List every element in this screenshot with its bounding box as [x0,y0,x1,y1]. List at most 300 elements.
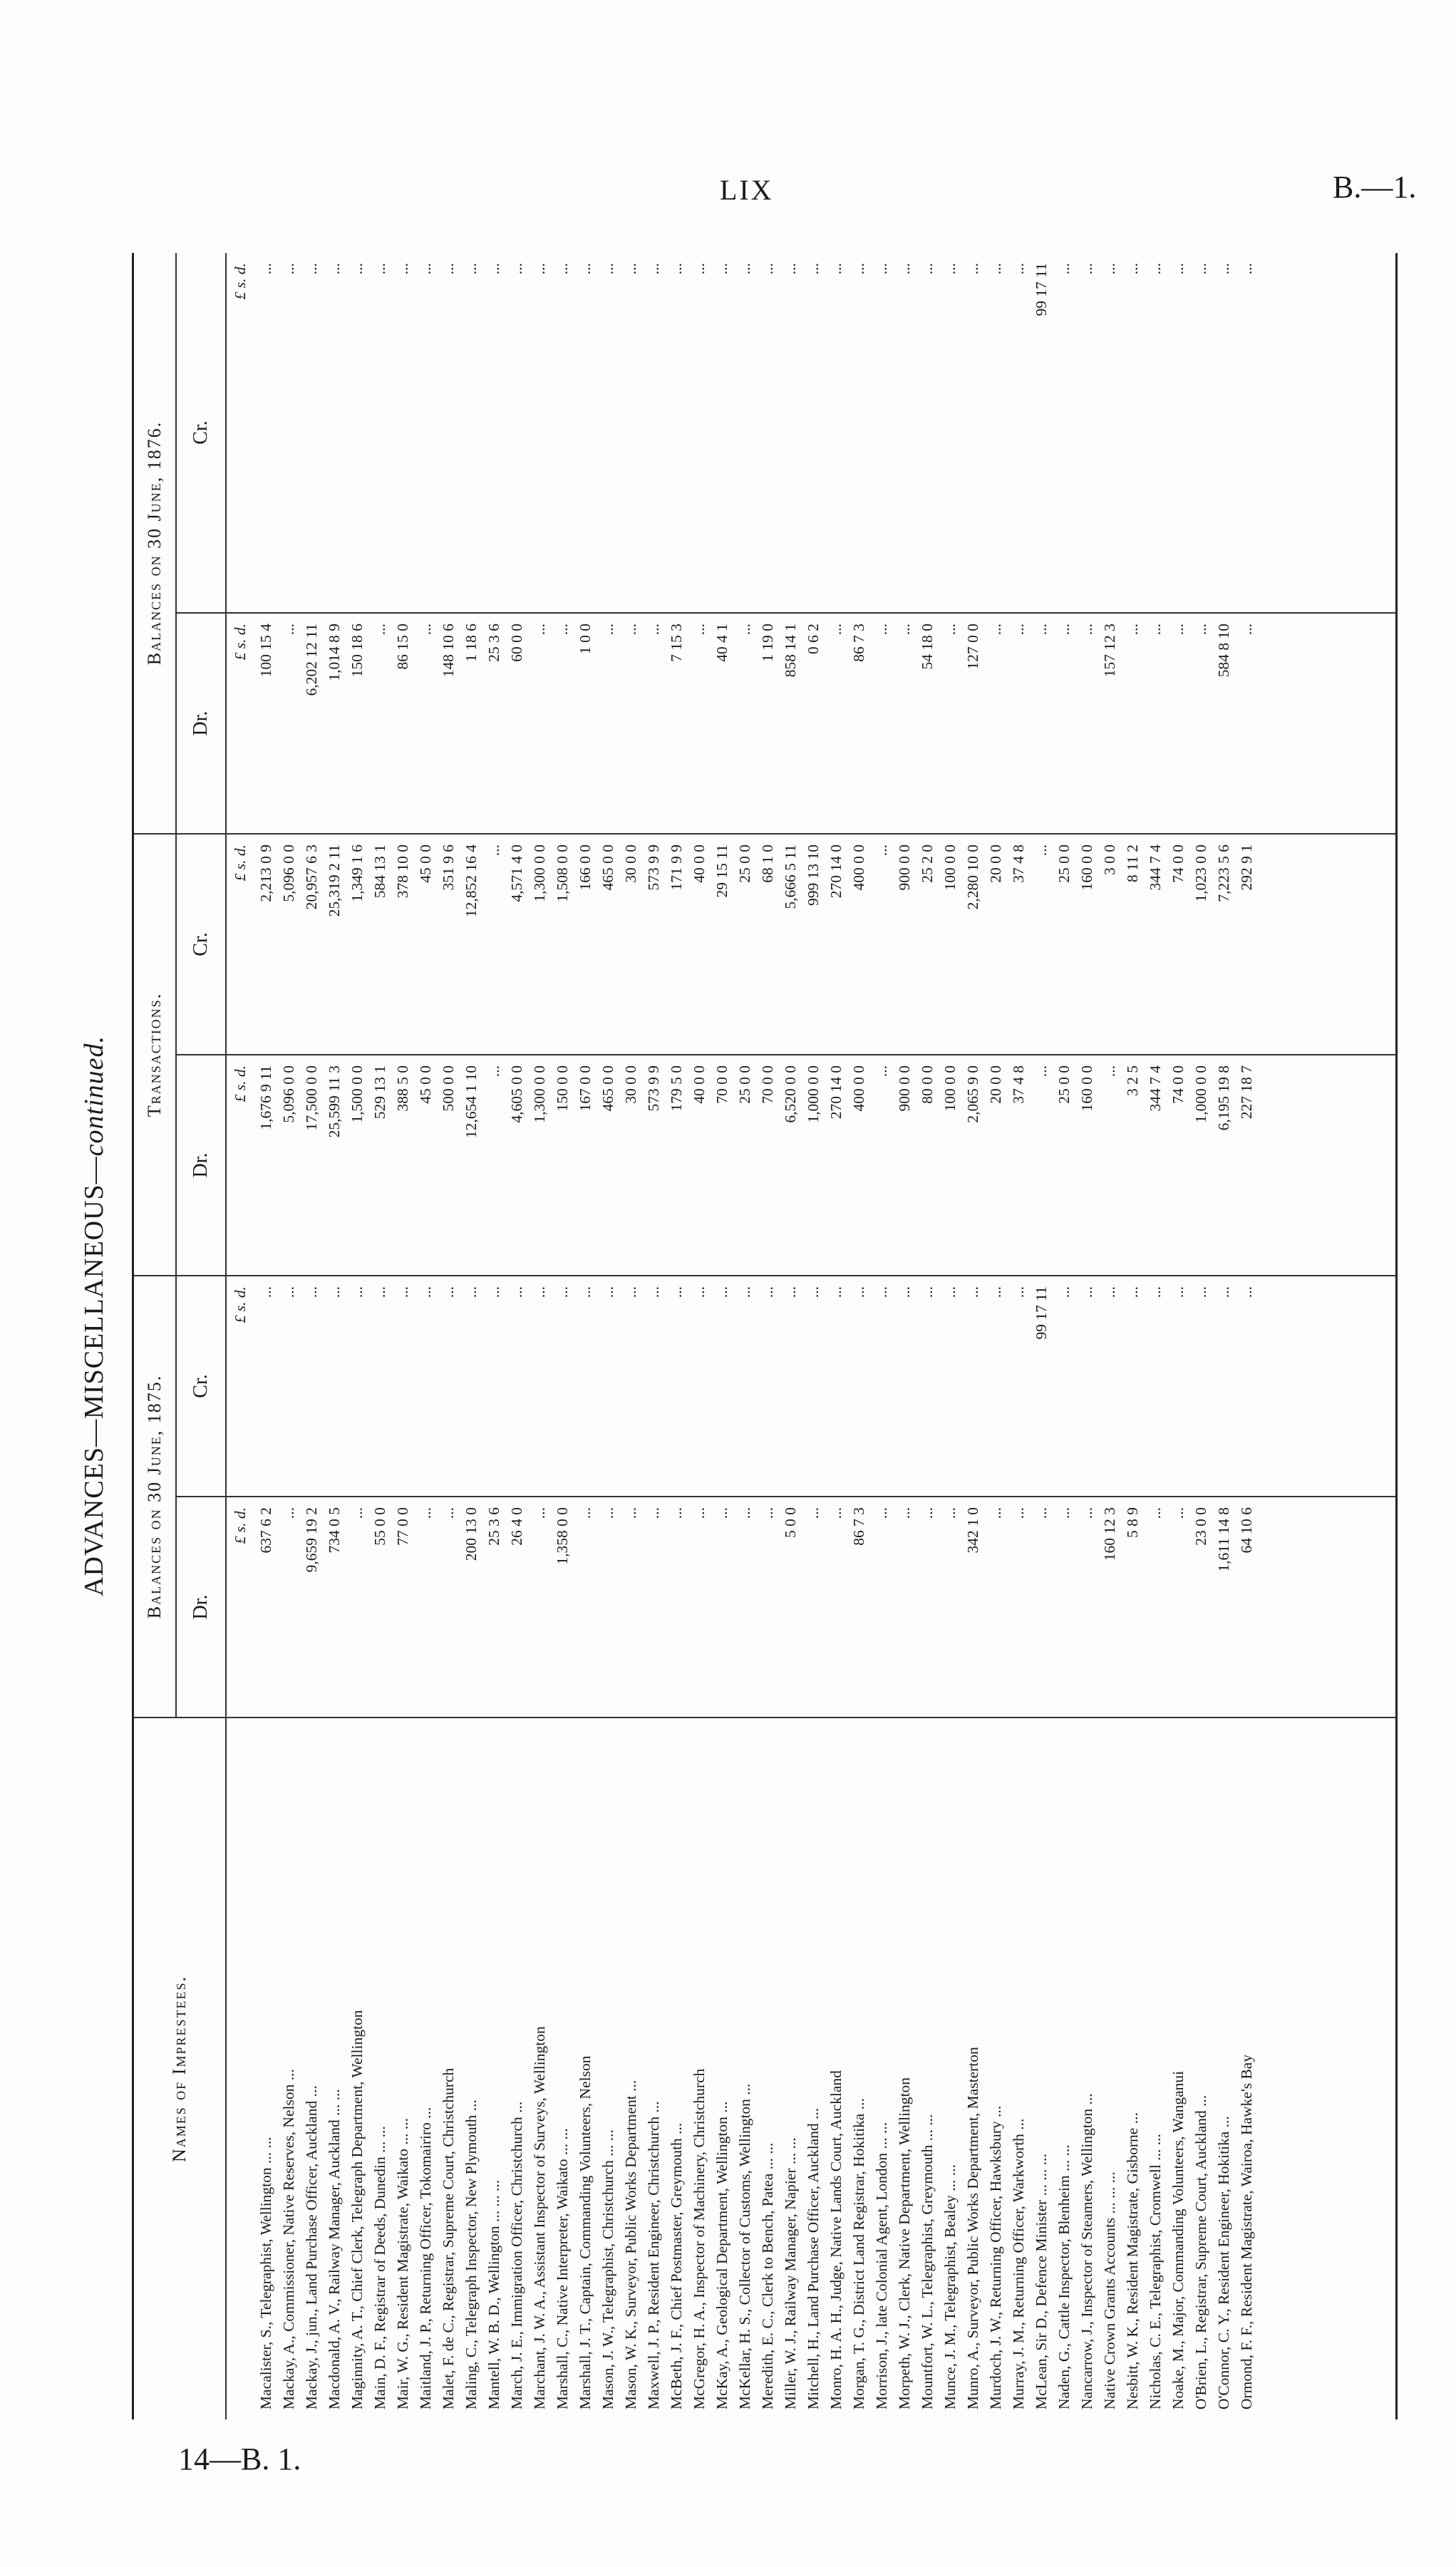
balance-1875-cr: ... [939,1276,962,1497]
balance-1876-dr: 6,202 12 11 [301,613,324,834]
balance-1875-cr: ... [438,1276,460,1497]
balance-1875-cr: ... [460,1276,483,1497]
balance-1875-dr: 5 0 0 [780,1497,802,1718]
balance-1876-cr: ... [1170,263,1187,275]
balance-1875-dr: 637 6 2 [255,1497,278,1718]
balance-1875-dr: 55 0 0 [369,1497,392,1718]
imprestee-name: Miller, W. J., Railway Manager, Napier ... ... [780,1718,802,2419]
table-row [1122,253,1145,2419]
balance-1875-cr: ... [324,1276,346,1497]
balance-1875-dr: ... [666,1497,688,1718]
balance-1876-cr: ... [371,263,389,275]
balance-1876-cr: ... [417,263,435,275]
balance-1875-dr: ... [1031,1497,1053,1718]
balance-1875-dr: ... [1167,1497,1190,1718]
balance-1875-dr: 77 0 0 [392,1497,415,1718]
header-transactions: Transactions. [134,834,176,1276]
balance-1876-dr: 1,014 8 9 [324,613,346,834]
table-row [506,253,529,2419]
transactions-cr: 344 7 4 [1145,834,1167,1055]
balance-1876-cr: ... [987,263,1005,275]
table-row [1053,253,1076,2419]
transactions-cr: 1,300 0 0 [529,834,552,1055]
transactions-cr: 100 0 0 [939,834,962,1055]
header-balances-1876: Balances on 30 June, 1876. [134,253,176,834]
balance-1875-cr: ... [369,1276,392,1497]
transactions-dr: 70 0 0 [757,1055,780,1276]
transactions-dr: 100 0 0 [939,1055,962,1276]
transactions-cr: 3 0 0 [1099,834,1122,1055]
balance-1875-dr: ... [917,1497,939,1718]
balance-1875-dr: ... [620,1497,643,1718]
transactions-dr: 25,599 11 3 [324,1055,346,1276]
transactions-dr: 25 0 0 [734,1055,757,1276]
document-code: B.—1. [1333,170,1417,205]
unit-label: £ s. d. [226,1497,255,1718]
table-row [1213,253,1236,2419]
imprestee-name: Macalister, S., Telegraphist, Wellington ... ... [255,1718,278,2419]
transactions-dr: ... [483,1055,506,1276]
table-filler-cell [1259,1055,1395,1276]
imprestee-name: Maginnity, A. T., Chief Clerk, Telegraph Department, Wellington [346,1718,369,2419]
balance-1875-cr: ... [1167,1276,1190,1497]
balance-1876-dr: ... [985,613,1008,834]
transactions-cr: 4,571 4 0 [506,834,529,1055]
balance-1875-dr: 200 13 0 [460,1497,483,1718]
balance-1875-cr: ... [1145,1276,1167,1497]
balance-1876-dr: 157 12 3 [1099,613,1122,834]
balance-1876-dr: ... [1145,613,1167,834]
table-filler-cell [1259,1276,1395,1497]
table-row [643,253,666,2419]
balance-1876-cr: ... [394,263,412,275]
balance-1875-dr: ... [802,1497,825,1718]
balance-1875-dr: ... [597,1497,620,1718]
balance-1876-dr: ... [597,613,620,834]
balance-1876-dr: 60 0 0 [506,613,529,834]
transactions-cr: 29 15 11 [711,834,734,1055]
transactions-cr: ... [871,834,894,1055]
balance-1876-cr: ... [713,263,731,275]
table-row [711,253,734,2419]
imprestee-name: McGregor, H. A., Inspector of Machinery, Christchurch [688,1718,711,2419]
unit-label: £ s. d. [226,834,255,1055]
table-row [848,253,871,2419]
ledger-body [226,253,1395,2419]
header-dr: Dr. [176,613,226,834]
balance-1876-cr: ... [508,263,526,275]
table-row [392,253,415,2419]
transactions-dr: 1,500 0 0 [346,1055,369,1276]
table-row [346,253,369,2419]
imprestee-name: Nicholas, C. E., Telegraphist, Cromwell ... ... [1145,1718,1167,2419]
transactions-dr: 20 0 0 [985,1055,1008,1276]
balance-1875-dr: 23 0 0 [1190,1497,1213,1718]
transactions-cr: 166 0 0 [574,834,597,1055]
header-names: Names of Imprestees. [134,1718,226,2419]
transactions-cr: 25 2 0 [917,834,939,1055]
balance-1875-dr: ... [574,1497,597,1718]
unit-label: £ s. d. [226,1055,255,1276]
imprestee-name: McBeth, J. F., Chief Postmaster, Greymouth ... [666,1718,688,2419]
balance-1876-dr: 86 7 3 [848,613,871,834]
balance-1875-cr: ... [757,1276,780,1497]
balance-1876-dr: ... [278,613,301,834]
header-cr: Cr. [176,834,226,1055]
table-row [1076,253,1099,2419]
balance-1876-dr: ... [529,613,552,834]
balance-1875-cr: ... [985,1276,1008,1497]
balance-1875-dr: ... [871,1497,894,1718]
transactions-dr: 1,000 0 0 [1190,1055,1213,1276]
balance-1875-cr: ... [1099,1276,1122,1497]
transactions-cr: 160 0 0 [1076,834,1099,1055]
transactions-dr: 150 0 0 [552,1055,574,1276]
imprestee-name: Mason, W. K., Surveyor, Public Works Department ... [620,1718,643,2419]
balance-1875-cr: ... [825,1276,848,1497]
balance-1875-dr: ... [1008,1497,1031,1718]
balance-1876-cr: ... [1101,263,1119,275]
transactions-dr: 4,605 0 0 [506,1055,529,1276]
balance-1876-cr: ... [440,263,458,275]
balance-1876-dr: ... [1122,613,1145,834]
balance-1875-cr: ... [483,1276,506,1497]
balance-1875-dr: ... [1145,1497,1167,1718]
transactions-dr: ... [1099,1055,1122,1276]
imprestee-name: Murdoch, J. W., Returning Officer, Hawksbury ... [985,1718,1008,2419]
balance-1875-cr: ... [848,1276,871,1497]
table-row [1099,253,1122,2419]
transactions-cr: 292 9 1 [1236,834,1259,1055]
imprestee-name: Nancarrow, J., Inspector of Steamers, Wellington ... [1076,1718,1099,2419]
transactions-cr: 45 0 0 [415,834,438,1055]
transactions-cr: 2,213 0 9 [255,834,278,1055]
transactions-dr: 12,654 1 10 [460,1055,483,1276]
balance-1876-cr: ... [280,263,298,275]
balance-1876-cr: ... [941,263,959,275]
balance-1876-cr: ... [257,263,275,275]
balance-1875-cr: ... [666,1276,688,1497]
transactions-cr: 573 9 9 [643,834,666,1055]
transactions-cr: 25 0 0 [1053,834,1076,1055]
table-row [529,253,552,2419]
table-row [939,253,962,2419]
imprestee-name: Meredith, E. C., Clerk to Bench, Patea ... ... [757,1718,780,2419]
transactions-dr: 1,676 9 11 [255,1055,278,1276]
transactions-cr: 8 11 2 [1122,834,1145,1055]
table-row [985,253,1008,2419]
balance-1876-cr: ... [485,263,503,275]
balance-1876-cr: ... [668,263,686,275]
transactions-cr: 900 0 0 [894,834,917,1055]
imprestee-name: Mackay, J., jun., Land Purchase Officer, Auckland ... [301,1718,324,2419]
imprestee-name: Macdonald, A. V., Railway Manager, Auckland ... ... [324,1718,346,2419]
table-row [1031,253,1053,2419]
balance-1876-cr: ... [622,263,640,275]
balance-1875-cr: ... [529,1276,552,1497]
balance-1875-dr: 1,611 14 8 [1213,1497,1236,1718]
unit-label: £ s. d. [226,1276,255,1497]
table-row [369,253,392,2419]
header-dr: Dr. [176,1055,226,1276]
balance-1876-dr: 1 19 0 [757,613,780,834]
transactions-dr: 167 0 0 [574,1055,597,1276]
balance-1875-dr: 26 4 0 [506,1497,529,1718]
balance-1876-dr: 40 4 1 [711,613,734,834]
balance-1875-dr: ... [825,1497,848,1718]
balance-1875-cr: ... [574,1276,597,1497]
balance-1876-cr: ... [348,263,366,275]
balance-1876-cr: ... [1192,263,1210,275]
table-row [460,253,483,2419]
balance-1875-cr: ... [962,1276,985,1497]
balance-1875-cr: ... [552,1276,574,1497]
balance-1876-dr: ... [1236,613,1259,834]
imprestee-name: McLean, Sir D., Defence Minister ... ... ... [1031,1718,1053,2419]
table-row [780,253,802,2419]
imprestee-name: Nesbitt, W. K., Resident Magistrate, Gisborne ... [1122,1718,1145,2419]
transactions-dr: 17,500 0 0 [301,1055,324,1276]
transactions-dr: 529 13 1 [369,1055,392,1276]
balance-1876-cr: ... [645,263,663,275]
balance-1876-dr: ... [415,613,438,834]
balance-1876-cr: 99 17 11 [1033,263,1050,316]
table-filler-cell [1259,613,1395,834]
imprestee-name: Marshall, J. T., Captain, Commanding Volunteers, Nelson [574,1718,597,2419]
balance-1875-dr: 9,659 19 2 [301,1497,324,1718]
table-row [894,253,917,2419]
table-row [620,253,643,2419]
table-row [825,253,848,2419]
balance-1876-dr: 148 10 6 [438,613,460,834]
balance-1876-cr: ... [805,263,822,275]
imprestee-name: Monro, H. A. H., Judge, Native Lands Court, Auckland [825,1718,848,2419]
transactions-dr: 388 5 0 [392,1055,415,1276]
balance-1876-dr: 25 3 6 [483,613,506,834]
header-cr: Cr. [176,253,226,613]
balance-1875-cr: ... [255,1276,278,1497]
table-row [802,253,825,2419]
transactions-dr: 400 0 0 [848,1055,871,1276]
balance-1875-dr: ... [894,1497,917,1718]
transactions-cr: 37 4 8 [1008,834,1031,1055]
imprestee-name: Morrison, J., late Colonial Agent, London ... ... [871,1718,894,2419]
transactions-cr: 584 13 1 [369,834,392,1055]
imprestee-name: Mountfort, W. L., Telegraphist, Greymouth ... ... [917,1718,939,2419]
balance-1875-dr: 160 12 3 [1099,1497,1122,1718]
balance-1875-cr: ... [802,1276,825,1497]
imprestee-name: Munro, A., Surveyor, Public Works Department, Masterton [962,1718,985,2419]
balance-1875-dr: ... [711,1497,734,1718]
table-row [324,253,346,2419]
table-row [1167,253,1190,2419]
transactions-cr: 171 9 9 [666,834,688,1055]
balance-1875-cr: ... [392,1276,415,1497]
imprestee-name: Marshall, C., Native Interpreter, Waikato ... ... [552,1718,574,2419]
balance-1876-dr: ... [734,613,757,834]
table-row [757,253,780,2419]
imprestee-name: Main, D. F., Registrar of Deeds, Dunedin ... ... [369,1718,392,2419]
table-row [1008,253,1031,2419]
balance-1876-cr: ... [599,263,617,275]
balance-1875-dr: ... [438,1497,460,1718]
balance-1875-dr: 734 0 5 [324,1497,346,1718]
balance-1876-cr: ... [873,263,891,275]
balance-1876-dr: ... [620,613,643,834]
header-balances-1875: Balances on 30 June, 1875. [134,1276,176,1718]
balance-1875-cr: ... [894,1276,917,1497]
transactions-dr: 160 0 0 [1076,1055,1099,1276]
imprestee-name: Native Crown Grants Accounts ... ... ... [1099,1718,1122,2419]
balance-1875-dr: 1,358 0 0 [552,1497,574,1718]
balance-1876-dr: ... [688,613,711,834]
balance-1875-dr: ... [643,1497,666,1718]
balance-1875-dr: 25 3 6 [483,1497,506,1718]
transactions-cr: 1,023 0 0 [1190,834,1213,1055]
table-row [597,253,620,2419]
transactions-cr: 25 0 0 [734,834,757,1055]
table-row [1236,253,1259,2419]
balance-1876-cr: ... [1055,263,1073,275]
transactions-cr: 5,666 5 11 [780,834,802,1055]
units-blank [226,1718,255,2419]
balance-1875-dr: ... [346,1497,369,1718]
table-row [415,253,438,2419]
balance-1876-dr: ... [939,613,962,834]
balance-1875-dr: ... [278,1497,301,1718]
balance-1876-dr: ... [643,613,666,834]
transactions-dr: 1,300 0 0 [529,1055,552,1276]
title-main: ADVANCES—MISCELLANEOUS— [79,1156,109,1596]
balance-1876-cr: ... [850,263,868,275]
transactions-dr: 6,520 0 0 [780,1055,802,1276]
transactions-cr: 68 1 0 [757,834,780,1055]
transactions-dr: 30 0 0 [620,1055,643,1276]
transactions-cr: 40 0 0 [688,834,711,1055]
transactions-cr: 25,319 2 11 [324,834,346,1055]
balance-1875-dr: ... [415,1497,438,1718]
table-filler-cell [1259,1497,1395,1718]
transactions-dr: 270 14 0 [825,1055,848,1276]
transactions-cr: 400 0 0 [848,834,871,1055]
imprestee-name: Mitchell, H., Land Purchase Officer, Auckland ... [802,1718,825,2419]
transactions-dr: ... [871,1055,894,1276]
table-filler-cell [1259,1718,1395,2419]
balance-1876-cr: ... [827,263,845,275]
balance-1875-cr: ... [346,1276,369,1497]
balance-1876-dr: 858 14 1 [780,613,802,834]
balance-1875-dr: ... [1053,1497,1076,1718]
transactions-cr: 378 10 0 [392,834,415,1055]
imprestee-name: McKay, A., Geological Department, Wellington ... [711,1718,734,2419]
transactions-dr: 5,096 0 0 [278,1055,301,1276]
unit-label: £ s. d. [232,263,249,300]
balance-1876-cr: ... [1215,263,1233,275]
balance-1876-cr: ... [896,263,914,275]
transactions-dr: ... [1031,1055,1053,1276]
title-suffix: continued. [79,1035,109,1157]
balance-1875-cr: ... [780,1276,802,1497]
balance-1876-dr: 584 8 10 [1213,613,1236,834]
imprestee-name: Maitland, J. P., Returning Officer, Tokomairiro ... [415,1718,438,2419]
units-row [226,253,255,2419]
balance-1876-cr: ... [691,263,708,275]
transactions-cr: 270 14 0 [825,834,848,1055]
balance-1876-dr: 127 0 0 [962,613,985,834]
balance-1876-cr: ... [554,263,572,275]
imprestee-name: O'Brien, L., Registrar, Supreme Court, Auckland ... [1190,1718,1213,2419]
transactions-cr: 2,280 10 0 [962,834,985,1055]
balance-1876-dr: 1 18 6 [460,613,483,834]
transactions-dr: 1,000 0 0 [802,1055,825,1276]
transactions-cr: 20 0 0 [985,834,1008,1055]
balance-1875-cr: ... [688,1276,711,1497]
balance-1876-cr: ... [1238,263,1256,275]
transactions-cr: 74 0 0 [1167,834,1190,1055]
table-row [688,253,711,2419]
imprestee-name: Mackay, A., Commissioner, Native Reserves, Nelson ... [278,1718,301,2419]
imprestee-name: Murray, J. M., Returning Officer, Warkworth ... [1008,1718,1031,2419]
balance-1876-dr: ... [1053,613,1076,834]
table-row [917,253,939,2419]
balance-1875-cr: ... [1122,1276,1145,1497]
balance-1876-dr: ... [871,613,894,834]
transactions-dr: 344 7 4 [1145,1055,1167,1276]
balance-1876-dr: ... [1190,613,1213,834]
transactions-dr: 900 0 0 [894,1055,917,1276]
table-row [871,253,894,2419]
table-row [962,253,985,2419]
transactions-cr: 5,096 0 0 [278,834,301,1055]
page-title [78,1035,110,1596]
imprestee-name: Naden, G., Cattle Inspector, Blenheim ... ... [1053,1718,1076,2419]
imprestee-name: Malet, F. de C., Registrar, Supreme Court, Christchurch [438,1718,460,2419]
imprestee-name: Marchant, J. W. A., Assistant Inspector of Surveys, Wellington [529,1718,552,2419]
imprestee-name: Mantell, W. B. D., Wellington ... ... ... [483,1718,506,2419]
transactions-dr: 500 0 0 [438,1055,460,1276]
balance-1875-dr: ... [1076,1497,1099,1718]
unit-label: £ s. d. [226,613,255,834]
table-row [255,253,278,2419]
table-row [574,253,597,2419]
header-dr: Dr. [176,1497,226,1718]
balance-1875-cr: ... [1236,1276,1259,1497]
imprestee-name: Morgan, T. G., District Land Registrar, Hokitika ... [848,1718,871,2419]
balance-1875-dr: ... [757,1497,780,1718]
imprestee-name: Munce, J. M., Telegraphist, Bealey ... ... [939,1718,962,2419]
balance-1875-cr: 99 17 11 [1031,1276,1053,1497]
balance-1875-dr: 5 8 9 [1122,1497,1145,1718]
balance-1875-dr: ... [734,1497,757,1718]
table-row [438,253,460,2419]
balance-1876-dr: ... [369,613,392,834]
transactions-cr: 351 9 6 [438,834,460,1055]
imprestee-name: Noake, M., Major, Commanding Volunteers, Wanganui [1167,1718,1190,2419]
balance-1876-cr: ... [964,263,982,275]
balance-1876-cr: ... [782,263,800,275]
balance-1876-cr: ... [736,263,754,275]
balance-1875-cr: ... [278,1276,301,1497]
balance-1876-dr: 86 15 0 [392,613,415,834]
header-cr: Cr. [176,1276,226,1497]
transactions-cr: 465 0 0 [597,834,620,1055]
balance-1876-dr: ... [552,613,574,834]
transactions-dr: 2,065 9 0 [962,1055,985,1276]
table-row [552,253,574,2419]
balance-1875-cr: ... [301,1276,324,1497]
balance-1875-dr: 86 7 3 [848,1497,871,1718]
balance-1876-cr: ... [303,263,321,275]
